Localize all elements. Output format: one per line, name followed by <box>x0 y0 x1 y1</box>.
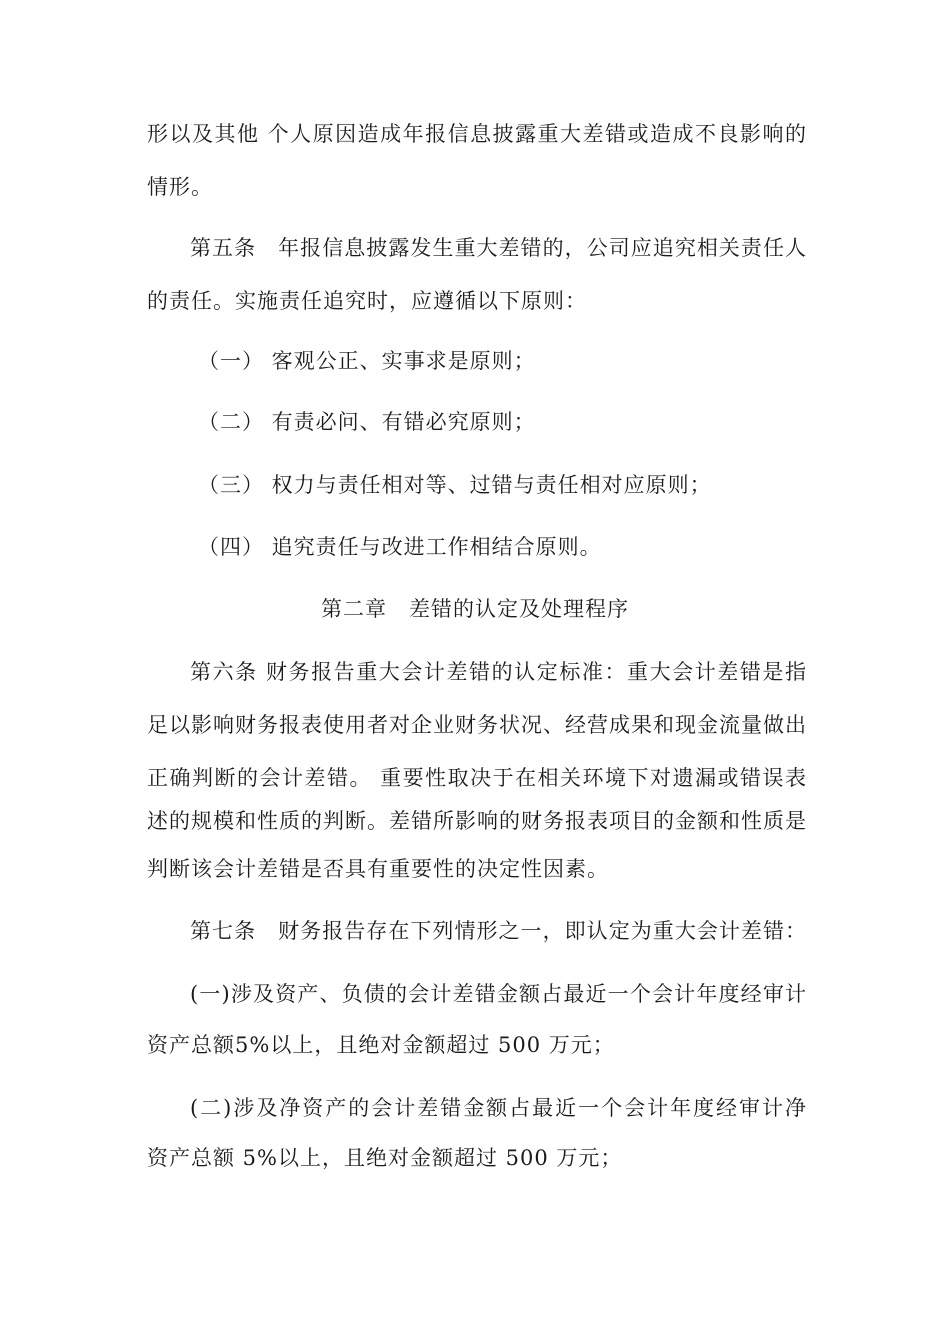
principle-item-4: （四） 追究责任与改进工作相结合原则。 <box>198 535 602 559</box>
principle-item-3: （三） 权力与责任相对等、过错与责任相对应原则； <box>198 473 712 497</box>
article-5-heading-line: 第五条 年报信息披露发生重大差错的，公司应追究相关责任人 <box>190 236 807 260</box>
principle-item-2: （二） 有责必问、有错必究原则； <box>198 410 536 434</box>
paragraph-line: 足以影响财务报表使用者对企业财务状况、经营成果和现金流量做出 <box>147 713 807 737</box>
criterion-item-1-line: (一)涉及资产、负债的会计差错金额占最近一个会计年度经审计 <box>190 982 807 1006</box>
paragraph-line: 判断该会计差错是否具有重要性的决定性因素。 <box>147 857 609 881</box>
paragraph-line: 资产总额 5%以上，且绝对金额超过 500 万元； <box>147 1146 623 1170</box>
paragraph-line: 资产总额5%以上，且绝对金额超过 500 万元； <box>147 1033 615 1057</box>
paragraph-line: 正确判断的会计差错。 重要性取决于在相关环境下对遗漏或错误表 <box>147 766 807 790</box>
chapter-heading: 第二章 差错的认定及处理程序 <box>321 597 629 621</box>
paragraph-line: 形以及其他 个人原因造成年报信息披露重大差错或造成不良影响的 <box>147 122 807 146</box>
article-7-heading-line: 第七条 财务报告存在下列情形之一，即认定为重大会计差错： <box>190 919 807 943</box>
article-6-heading-line: 第六条 财务报告重大会计差错的认定标准：重大会计差错是指 <box>190 660 807 684</box>
principle-item-1: （一） 客观公正、实事求是原则； <box>198 349 536 373</box>
paragraph-line: 情形。 <box>147 175 213 199</box>
paragraph-line: 的责任。实施责任追究时，应遵循以下原则： <box>147 289 587 313</box>
paragraph-line: 述的规模和性质的判断。差错所影响的财务报表项目的金额和性质是 <box>147 809 807 833</box>
criterion-item-2-line: (二)涉及净资产的会计差错金额占最近一个会计年度经审计净 <box>190 1096 807 1120</box>
